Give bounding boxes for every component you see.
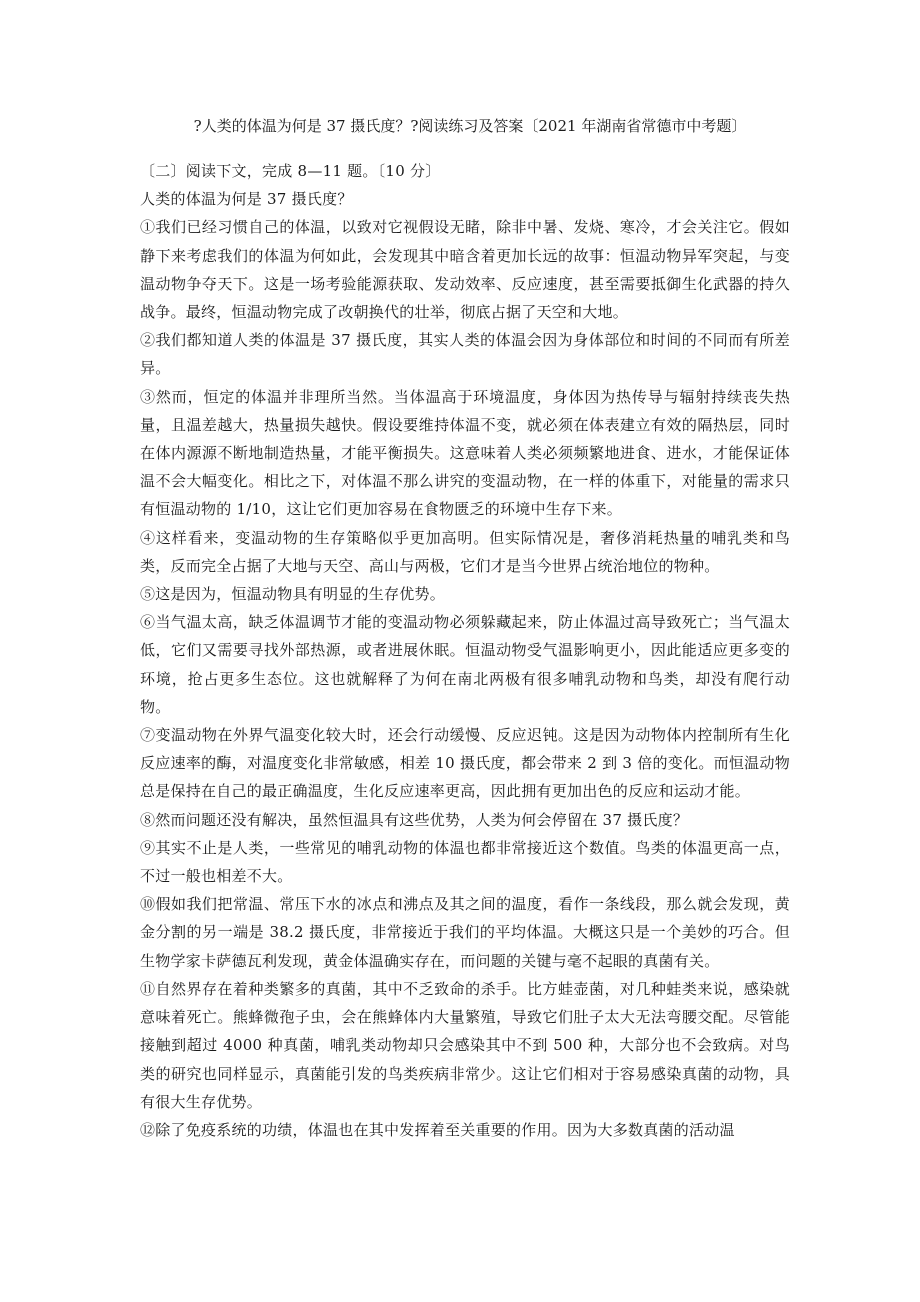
paragraph-3: ③然而，恒定的体温并非理所当然。当体温高于环境温度，身体因为热传导与辐射持续丧失热量，且温差越大，热量损失越快。假设要维持体温不变，就必须在体表建立有效的隔热层，同时在体内源源不断地制造热量，才能平衡损失。这意味着人类必须频繁地进食、进水，才能保证体温不会大幅变化。相比之下，对体温不那么讲究的变温动物，在一样的体重下，对能量的需求只有恒温动物的 1/10，这让它们更加容易在食物匮乏的环境中生存下来。 xyxy=(140,387,790,519)
paragraph-11: ⑪自然界存在着种类繁多的真菌，其中不乏致命的杀手。比方蛙壶菌，对几种蛙类来说，感染就意味着死亡。熊蜂微孢子虫，会在熊蜂体内大量繁殖，导致它们肚子太大无法弯腰交配。尽管能接触到超过 4000 种真菌，哺乳类动物却只会感染其中不到 500 种，大部分也不会致病。对鸟类的研究也同样显示，真菌能引发的鸟类疾病非常少。这让它们相对于容易感染真菌的动物，具有很大生存优势。 xyxy=(140,979,790,1111)
paragraph-7: ⑦变温动物在外界气温变化较大时，还会行动缓慢、反应迟钝。这是因为动物体内控制所有生化反应速率的酶，对温度变化非常敏感，相差 10 摄氏度，都会带来 2 到 3 倍的变化。而恒温动物总是保持在自己的最正确温度，生化反应速率更高，因此拥有更加出色的反应和运动才能。 xyxy=(140,726,790,801)
paragraph-12: ⑫除了免疫系统的功绩，体温也在其中发挥着至关重要的作用。因为大多数真菌的活动温 xyxy=(140,1120,735,1139)
paragraph-2: ②我们都知道人类的体温是 37 摄氏度，其实人类的体温会因为身体部位和时间的不同而有所差异。 xyxy=(140,331,790,378)
document-body xyxy=(140,157,790,1144)
paragraph-8: ⑧然而问题还没有解决，虽然恒温具有这些优势，人类为何会停留在 37 摄氏度？ xyxy=(140,810,689,829)
document-title: ?人类的体温为何是 37 摄氏度？?阅读练习及答案〔2021 年湖南省常德市中考题〕 xyxy=(193,117,747,135)
paragraph-9: ⑨其实不止是人类，一些常见的哺乳动物的体温也都非常接近这个数值。鸟类的体温更高一点，不过一般也相差不大。 xyxy=(140,838,790,886)
paragraph-4: ④这样看来，变温动物的生存策略似乎更加高明。但实际情况是，奢侈消耗热量的哺乳类和鸟类，反而完全占据了大地与天空、高山与两极，它们才是当今世界占统治地位的物种。 xyxy=(140,528,790,575)
paragraph-6: ⑥当气温太高，缺乏体温调节才能的变温动物必须躲藏起来，防止体温过高导致死亡；当气温太低，它们又需要寻找外部热源，或者进展休眠。恒温动物受气温影响更小，因此能适应更多变的环境，抢占更多生态位。这也就解释了为何在南北两极有很多哺乳动物和鸟类，却没有爬行动物。 xyxy=(140,613,790,716)
article-title: 人类的体温为何是 37 摄氏度？ xyxy=(140,190,353,209)
section-header: 〔二〕阅读下文，完成 8—11 题。〔10 分〕 xyxy=(140,162,441,180)
paragraph-10: ⑩假如我们把常温、常压下水的冰点和沸点及其之间的温度，看作一条线段，那么就会发现，黄金分割的另一端是 38.2 摄氏度，非常接近于我们的平均体温。大概这只是一个美妙的巧合。但生物学家卡萨德瓦利发现，黄金体温确实存在，而问题的关键与毫不起眼的真菌有关。 xyxy=(140,895,790,970)
paragraph-5: ⑤这是因为，恒温动物具有明显的生存优势。 xyxy=(140,585,446,604)
paragraph-1: ①我们已经习惯自己的体温，以致对它视假设无睹，除非中暑、发烧、寒冷，才会关注它。假如静下来考虑我们的体温为何如此，会发现其中暗含着更加长远的故事：恒温动物异军突起，与变温动物争夺天下。这是一场考验能源获取、发动效率、反应速度，甚至需要抵御生化武器的持久战争。最终，恒温动物完成了改朝换代的壮举，彻底占据了天空和大地。 xyxy=(140,218,790,322)
